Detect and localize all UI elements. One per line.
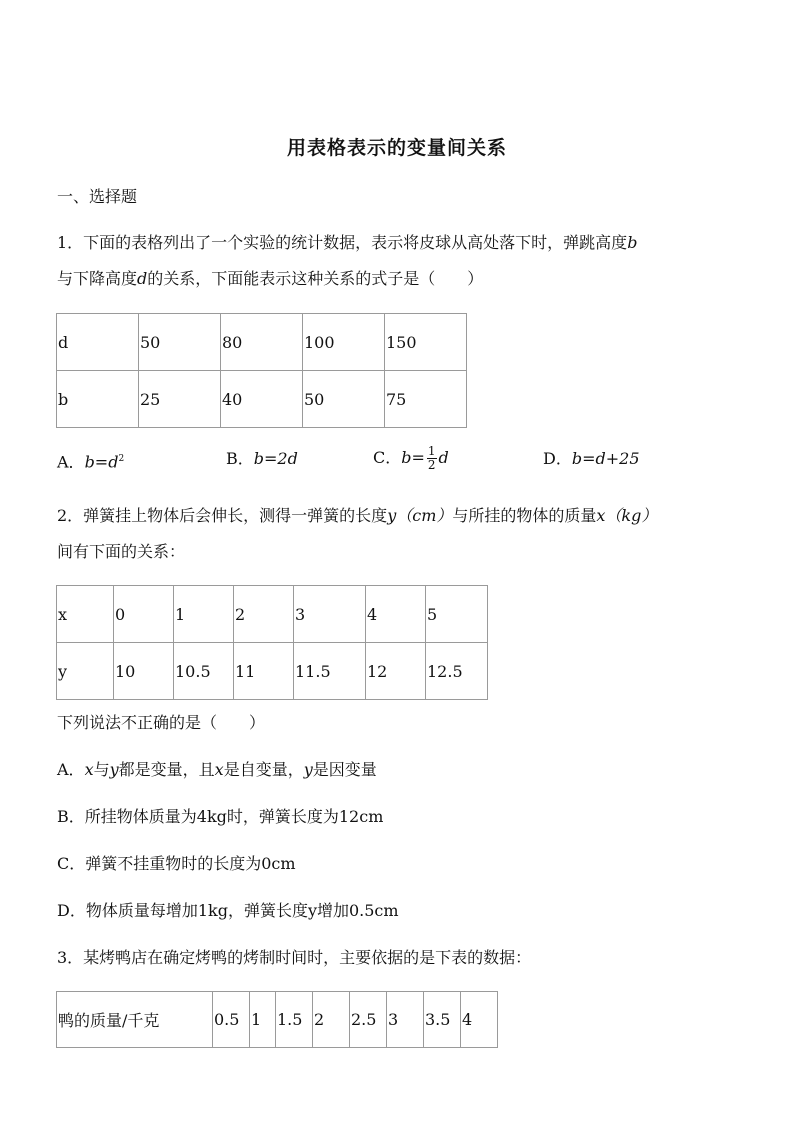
option-text: 是自变量， — [223, 760, 304, 779]
q2-question: 下列说法不正确的是（ ） — [57, 713, 266, 732]
q1-line2-post: 的关系，下面能表示这种关系的式子是（ ） — [147, 269, 484, 288]
table-cell: b — [57, 371, 139, 428]
table-cell: 50 — [303, 371, 385, 428]
table-cell: 12.5 — [426, 643, 488, 700]
q1-option-c — [373, 440, 449, 476]
document-title: 用表格表示的变量间关系 — [286, 137, 507, 159]
table-cell: 150 — [385, 314, 467, 371]
table-cell: 12 — [366, 643, 426, 700]
q1-line1 — [57, 232, 637, 254]
option-label: D． — [543, 449, 572, 468]
q1-var-d: d — [137, 269, 148, 288]
table-cell: 10.5 — [174, 643, 234, 700]
table-cell: 2 — [234, 586, 294, 643]
q2-option-d: D．物体质量每增加1kg，弹簧长度y增加0.5cm — [57, 901, 399, 920]
option-label: B． — [226, 449, 254, 468]
q2-line1 — [57, 505, 657, 527]
table-cell: 11 — [234, 643, 294, 700]
table-cell: 10 — [114, 643, 174, 700]
table-cell: 1 — [250, 992, 276, 1048]
q1-option-a — [57, 448, 124, 473]
table-cell: 3 — [294, 586, 366, 643]
option-exponent: 2 — [118, 454, 125, 464]
q2-var-x: x — [596, 506, 606, 525]
q2-line1-mid: 与所挂的物体的质量 — [452, 506, 597, 525]
table-row — [57, 586, 488, 643]
table-cell: 3.5 — [424, 992, 461, 1048]
table-cell: 0 — [114, 586, 174, 643]
option-label: A． — [57, 452, 85, 472]
table-cell: 5 — [426, 586, 488, 643]
option-expr: b=2d — [253, 449, 298, 468]
table-row — [57, 643, 488, 700]
table-row — [57, 371, 467, 428]
q1-var-b: b — [627, 233, 638, 252]
table-row — [57, 314, 467, 371]
var-y: y — [109, 760, 119, 779]
option-expr-post: d — [438, 448, 449, 467]
q2-var-y: y — [387, 506, 397, 525]
table-cell: 2 — [313, 992, 350, 1048]
option-expr: b=d — [84, 452, 119, 472]
table-cell: 0.5 — [213, 992, 250, 1048]
option-label: C． — [373, 448, 402, 467]
q2-option-b: B．所挂物体质量为4kg时，弹簧长度为12cm — [57, 807, 384, 826]
q2-line2: 间有下面的关系： — [57, 542, 186, 561]
section-heading: 一、选择题 — [57, 187, 138, 206]
table-cell: x — [57, 586, 114, 643]
q2-option-a — [57, 759, 377, 781]
fraction — [427, 445, 437, 472]
q2-unit-kg: （kg） — [605, 506, 658, 525]
var-x: x — [84, 760, 94, 779]
table-cell: 4 — [461, 992, 498, 1048]
var-y: y — [303, 760, 313, 779]
q1-option-b — [226, 448, 298, 470]
table-cell: 25 — [139, 371, 221, 428]
q1-table — [56, 313, 467, 428]
q2-line1-text: 2．弹簧挂上物体后会伸长，测得一弹簧的长度 — [57, 506, 388, 525]
table-cell: 75 — [385, 371, 467, 428]
table-cell: 鸭的质量/千克 — [57, 992, 213, 1048]
table-cell: y — [57, 643, 114, 700]
table-cell: 3 — [387, 992, 424, 1048]
table-cell: 1 — [174, 586, 234, 643]
table-cell: 50 — [139, 314, 221, 371]
option-expr: b=d+25 — [571, 449, 640, 468]
q1-line1-text: 1．下面的表格列出了一个实验的统计数据，表示将皮球从高处落下时，弹跳高度 — [57, 233, 628, 252]
option-text: 是因变量 — [312, 760, 377, 779]
table-cell: 80 — [221, 314, 303, 371]
table-cell: 100 — [303, 314, 385, 371]
option-label: A． — [57, 760, 85, 779]
q2-option-c: C．弹簧不挂重物时的长度为0cm — [57, 854, 296, 873]
fraction-numerator: 1 — [427, 444, 436, 458]
table-cell: 40 — [221, 371, 303, 428]
table-cell: 2.5 — [350, 992, 387, 1048]
q2-unit-cm: （cm） — [396, 506, 453, 525]
table-row — [57, 992, 498, 1048]
option-text: 都是变量，且 — [118, 760, 215, 779]
option-text: 与 — [93, 760, 110, 779]
fraction-denominator: 2 — [427, 458, 436, 472]
table-cell: d — [57, 314, 139, 371]
q1-option-d — [543, 448, 640, 470]
q3-line1: 3．某烤鸭店在确定烤鸭的烤制时间时，主要依据的是下表的数据： — [57, 948, 532, 967]
option-expr-pre: b= — [401, 448, 425, 467]
table-cell: 1.5 — [276, 992, 313, 1048]
table-cell: 11.5 — [294, 643, 366, 700]
q1-line2-pre: 与下降高度 — [57, 269, 138, 288]
q1-line2 — [57, 268, 483, 290]
var-x: x — [214, 760, 224, 779]
q3-table — [56, 991, 498, 1048]
table-cell: 4 — [366, 586, 426, 643]
q2-table — [56, 585, 488, 700]
